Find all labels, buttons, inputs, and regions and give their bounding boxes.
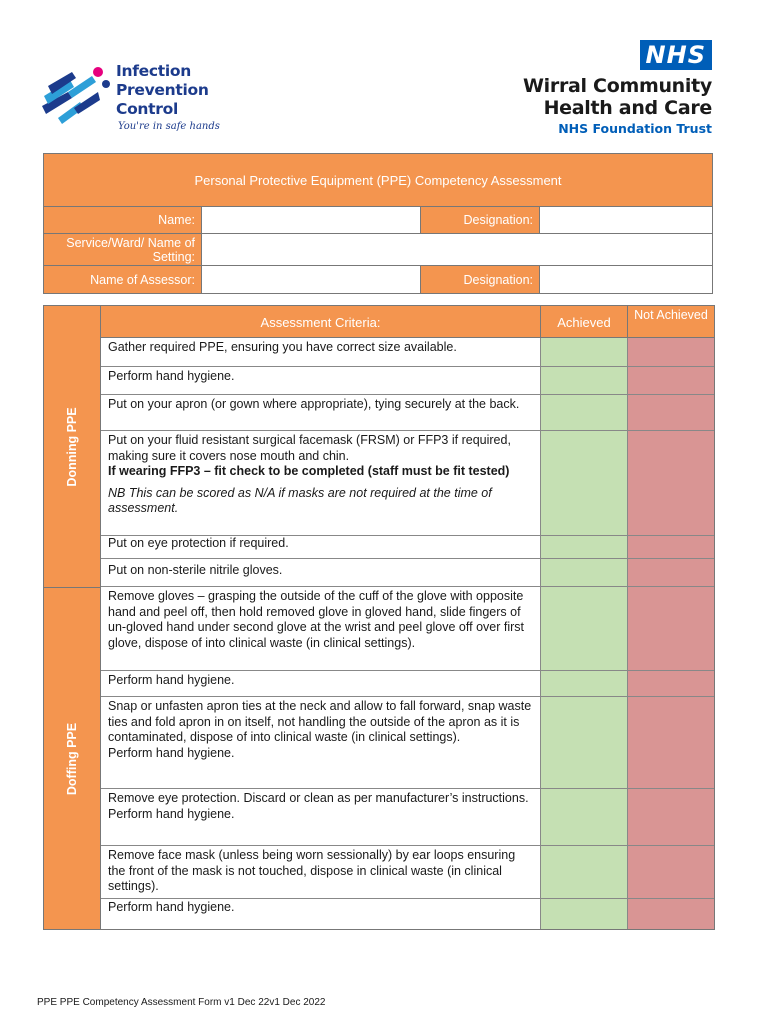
doffing-section [44,587,101,929]
not-achieved-cell[interactable] [627,559,714,586]
achieved-cell[interactable] [540,789,627,845]
not-achieved-cell[interactable] [627,846,714,898]
details-row-name [44,207,712,234]
criteria-text [101,697,540,788]
footer-text: PPE PPE Competency Assessment Form v1 Dec 22v1 Dec 2022 [37,997,326,1008]
criteria-text: Remove gloves – grasping the outside of the cuff of the glove with opposite hand and peel off, then hold removed glove in gloved hand, slide fingers of un-gloved hand under second glove at the wrist and peel glove off over first glove, dispose of into clinical waste (in clinical settings). [108,589,525,650]
achieved-cell[interactable] [540,671,627,696]
criteria-text-main: Put on your fluid resistant surgical facemask (FRSM) or FFP3 if required, making sure it covers nose mouth and chin. [108,433,511,463]
org-name-line-1: Wirral Community [523,75,712,97]
ipc-tagline: You're in safe hands [118,121,220,132]
criteria-row [101,395,714,431]
achieved-cell[interactable] [540,431,627,535]
criteria-row [101,367,714,395]
not-achieved-header: Not Achieved [627,306,714,338]
achieved-cell[interactable] [540,587,627,670]
details-row-assessor [44,266,712,293]
achieved-header: Achieved [540,306,627,338]
setting-field[interactable] [201,234,712,265]
not-achieved-cell[interactable] [627,338,714,366]
criteria-text: Perform hand hygiene. [108,900,235,914]
not-achieved-cell[interactable] [627,899,714,929]
name-field[interactable] [201,207,421,233]
achieved-cell[interactable] [540,536,627,558]
not-achieved-cell[interactable] [627,671,714,696]
designation-field[interactable] [539,207,712,233]
achieved-cell[interactable] [540,395,627,430]
criteria-table [43,305,715,930]
achieved-cell[interactable] [540,367,627,394]
criteria-text: Put on eye protection if required. [108,536,289,550]
criteria-text-main: Remove eye protection. Discard or clean as per manufacturer’s instructions. [108,791,529,805]
not-achieved-cell[interactable] [627,431,714,535]
setting-label: Service/Ward/ Name of Setting: [44,234,201,265]
criteria-text [101,789,540,845]
achieved-cell[interactable] [540,899,627,929]
criteria-text: Remove face mask (unless being worn sessionally) by ear loops ensuring the front of the mask is not touched, dispose in clinical waste (in clinical settings). [108,848,516,893]
criteria-text-note: NB This can be scored as N/A if masks are not required at the time of assessment. [108,485,492,515]
assessor-label: Name of Assessor: [44,266,201,293]
not-achieved-cell[interactable] [627,587,714,670]
criteria-text-hygiene: Perform hand hygiene. [108,806,235,821]
criteria-text: Perform hand hygiene. [108,369,235,383]
criteria-row [101,697,714,789]
criteria-header [101,306,714,338]
details-table [43,153,713,294]
criteria-text-ffp3: If wearing FFP3 – fit check to be completed (staff must be fit tested) [108,464,510,478]
nhs-badge: NHS [640,40,712,70]
doffing-label: Doffing PPE [65,722,79,795]
criteria-text-main: Snap or unfasten apron ties at the neck and allow to fall forward, snap waste ties and fold apron in on itself, not handling the outside of the apron as it is contaminated, dispose of into clinical waste (in clinical settings). [108,699,532,744]
details-row-setting [44,234,712,266]
criteria-text: Put on non-sterile nitrile gloves. [108,563,283,577]
not-achieved-cell[interactable] [627,367,714,394]
achieved-cell[interactable] [540,846,627,898]
not-achieved-cell[interactable] [627,697,714,788]
ipc-line-3: Control [116,100,178,118]
criteria-row [101,431,714,536]
achieved-cell[interactable] [540,697,627,788]
name-label: Name: [44,207,201,233]
org-subtitle: NHS Foundation Trust [558,121,712,136]
designation-label: Designation: [421,207,539,233]
criteria-text: Gather required PPE, ensuring you have correct size available. [108,340,457,354]
form-title: Personal Protective Equipment (PPE) Competency Assessment [44,154,712,207]
ipc-line-1: Infection [116,62,191,80]
hands-icon [38,62,114,128]
ipc-wordmark [116,62,209,119]
assessor-designation-label: Designation: [421,266,539,293]
ipc-line-2: Prevention [116,81,209,99]
org-name [472,75,712,119]
criteria-text: Perform hand hygiene. [108,673,235,687]
criteria-row [101,898,714,929]
not-achieved-cell[interactable] [627,395,714,430]
criteria-text-hygiene: Perform hand hygiene. [108,745,235,760]
criteria-text [101,431,540,535]
ipc-logo [38,58,228,138]
assessor-designation-field[interactable] [539,266,712,293]
org-name-line-2: Health and Care [543,97,712,119]
not-achieved-cell[interactable] [627,789,714,845]
achieved-cell[interactable] [540,559,627,586]
criteria-text: Put on your apron (or gown where appropriate), tying securely at the back. [108,397,520,411]
donning-label: Donning PPE [65,406,79,487]
criteria-row [101,671,714,697]
criteria-row [101,558,714,587]
criteria-row [101,536,714,558]
criteria-header-label: Assessment Criteria: [260,315,381,330]
not-achieved-cell[interactable] [627,536,714,558]
criteria-row [101,587,714,671]
criteria-row [101,338,714,367]
criteria-row [101,846,714,898]
assessor-field[interactable] [201,266,421,293]
criteria-row [101,789,714,846]
nhs-logo [472,40,712,136]
achieved-cell[interactable] [540,338,627,366]
donning-section [44,306,101,587]
